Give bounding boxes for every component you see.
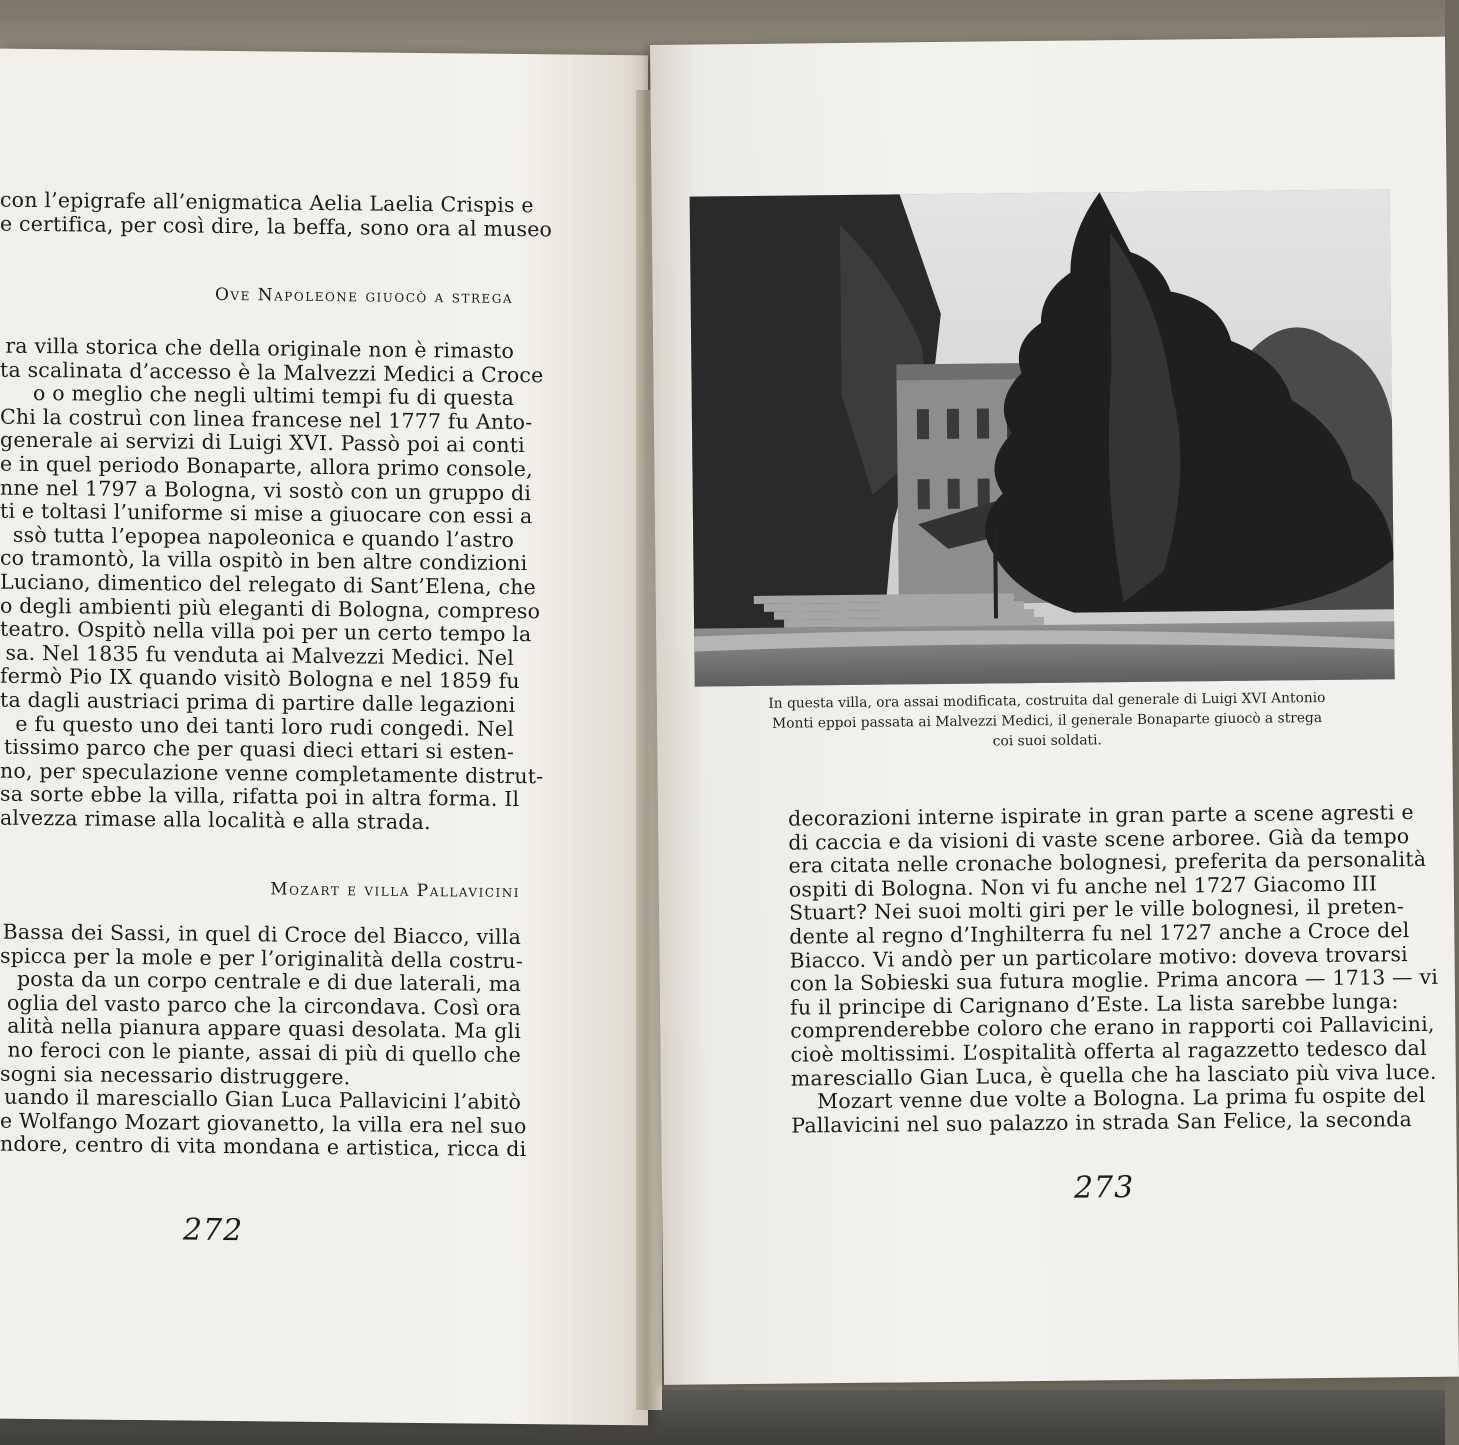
text-line: Stuart? Nei suoi molti giri per le ville bolognesi, il preten- [788, 894, 1405, 925]
text-line: con l’epigrafe all’enigmatica Aelia Laelia Crispis e [0, 187, 534, 218]
text-line: con la Sobieski sua futura moglie. Prima ancora — 1713 — vi [789, 964, 1439, 996]
text-line: Chi la costruì con linea francese nel 1777 fu Anto- [0, 404, 533, 434]
text-line: ta scalinata d’accesso è la Malvezzi Medici a Croce [0, 357, 544, 387]
text-line: maresciallo Gian Luca, è quella che ha lasciato più viva luce. [790, 1059, 1437, 1091]
text-line: ti e toltasi l’uniforme si mise a giuocare con essi a [0, 498, 533, 529]
text-line: fermò Pio IX quando visitò Bologna e nel 1859 fu [0, 663, 520, 694]
text-line: alvezza rimase alla località e alla strada. [0, 805, 431, 834]
text-line: ra villa storica che della originale non è rimasto [5, 333, 514, 363]
text-line: sogni sia necessario distruggere. [0, 1061, 351, 1089]
text-line: nne nel 1797 a Bologna, vi sostò con un gruppo di [0, 475, 532, 505]
text-line: tissimo parco che per quasi dieci ettari si esten- [3, 734, 514, 765]
text-line: e fu questo uno dei tanti loro rudi congedi. Nel [15, 711, 514, 741]
section-heading-mozart: Mozart e villa Pallavicini [270, 879, 520, 903]
page-number-right: 273 [1073, 1169, 1135, 1206]
text-line: Luciano, dimentico del relegato di Sant’Elena, che [0, 569, 536, 600]
left-section2-body [0, 919, 527, 1162]
text-line: uando il maresciallo Gian Luca Pallavicini l’abitò [4, 1084, 521, 1115]
text-line: spicca per la mole e per l’originalità della costru- [0, 943, 523, 973]
right-body [787, 800, 1439, 1138]
villa-photo-illustration [690, 189, 1395, 686]
text-line: posta da un corpo centrale e di due laterali, ma [16, 966, 521, 997]
text-line: no feroci con le piante, assai di più di quello che [7, 1037, 521, 1068]
text-line: Mozart venne due volte a Bologna. La prima fu ospite del [816, 1083, 1426, 1114]
text-line: teatro. Ospitò nella villa poi per un certo tempo la [0, 616, 532, 647]
text-line: Pallavicini nel suo palazzo in strada San Felice, la seconda [791, 1106, 1413, 1138]
left-section1-body [0, 333, 544, 836]
text-line: o degli ambienti più eleganti di Bologna, compreso [0, 593, 541, 623]
text-line: e in quel periodo Bonaparte, allora primo console, [0, 451, 533, 482]
text-line: comprenderebbe coloro che erano in rapporti coi Pallavicini, [790, 1012, 1435, 1043]
text-line: e certifica, per così dire, la beffa, sono ora al museo [0, 211, 553, 241]
text-line: Bassa dei Sassi, in quel di Croce del Biacco, villa [2, 919, 521, 950]
text-line: ta dagli austriaci prima di partire dalle legazioni [0, 687, 516, 717]
page-number-left: 272 [183, 1212, 244, 1249]
text-line: di caccia e da visioni di vaste scene arboree. Già da tempo [788, 823, 1410, 855]
text-line: sa sorte ebbe la villa, rifatta poi in altra forma. Il [0, 781, 520, 812]
caption-line: Monti eppoi passata ai Malvezzi Medici, il generale Bonaparte giuocò a strega [772, 709, 1323, 732]
text-line: generale ai servizi di Luigi XVI. Passò poi ai conti [0, 427, 525, 458]
text-line: sa. Nel 1835 fu venduta ai Malvezzi Medici. Nel [5, 640, 514, 670]
right-page [650, 37, 1459, 1385]
photo-caption [727, 688, 1368, 755]
text-line: ndore, centro di vita mondana e artistica, ricca di [0, 1131, 527, 1162]
section-heading-napoleone: Ove Napoleone giuocò a strega [215, 284, 513, 308]
text-line: co tramontò, la villa ospitò in ben altre condizioni [0, 545, 528, 576]
text-line: ospiti di Bologna. Non vi fu anche nel 1727 Giacomo III [788, 871, 1378, 902]
text-line: ssò tutta l’epopea napoleonica e quando l’astro [12, 522, 514, 552]
text-line: dente al regno d’Inghilterra fu nel 1727 anche a Croce del [789, 918, 1410, 949]
text-line: e Wolfango Mozart giovanetto, la villa era nel suo [0, 1108, 527, 1138]
text-line: alità nella pianura appare quasi desolata. Ma gli [7, 1014, 521, 1044]
villa-photo [690, 189, 1395, 686]
text-line: o o meglio che negli ultimi tempi fu di questa [32, 381, 514, 411]
caption-line: In questa villa, ora assai modificata, costruita dal generale di Luigi XVI Antonio [768, 689, 1326, 712]
left-page [0, 49, 648, 1426]
text-line: no, per speculazione venne completamente distrut- [0, 758, 544, 788]
text-line: cioè moltissimi. L’ospitalità offerta al ragazzetto tedesco dal [790, 1035, 1427, 1067]
text-line: era citata nelle cronache bolognesi, preferita da personalità [788, 847, 1427, 878]
text-line: fu il principe di Carignano d’Este. La lista sarebbe lunga: [789, 988, 1399, 1020]
text-line: Biacco. Vi andò per un particolare motivo: doveva trovarsi [789, 941, 1408, 973]
text-line: oglia del vasto parco che la circondava. Così ora [6, 990, 521, 1020]
text-line: decorazioni interne ispirate in gran parte a scene agresti e [787, 800, 1414, 831]
caption-line: coi suoi soldati. [992, 732, 1102, 750]
left-intro [0, 187, 553, 242]
